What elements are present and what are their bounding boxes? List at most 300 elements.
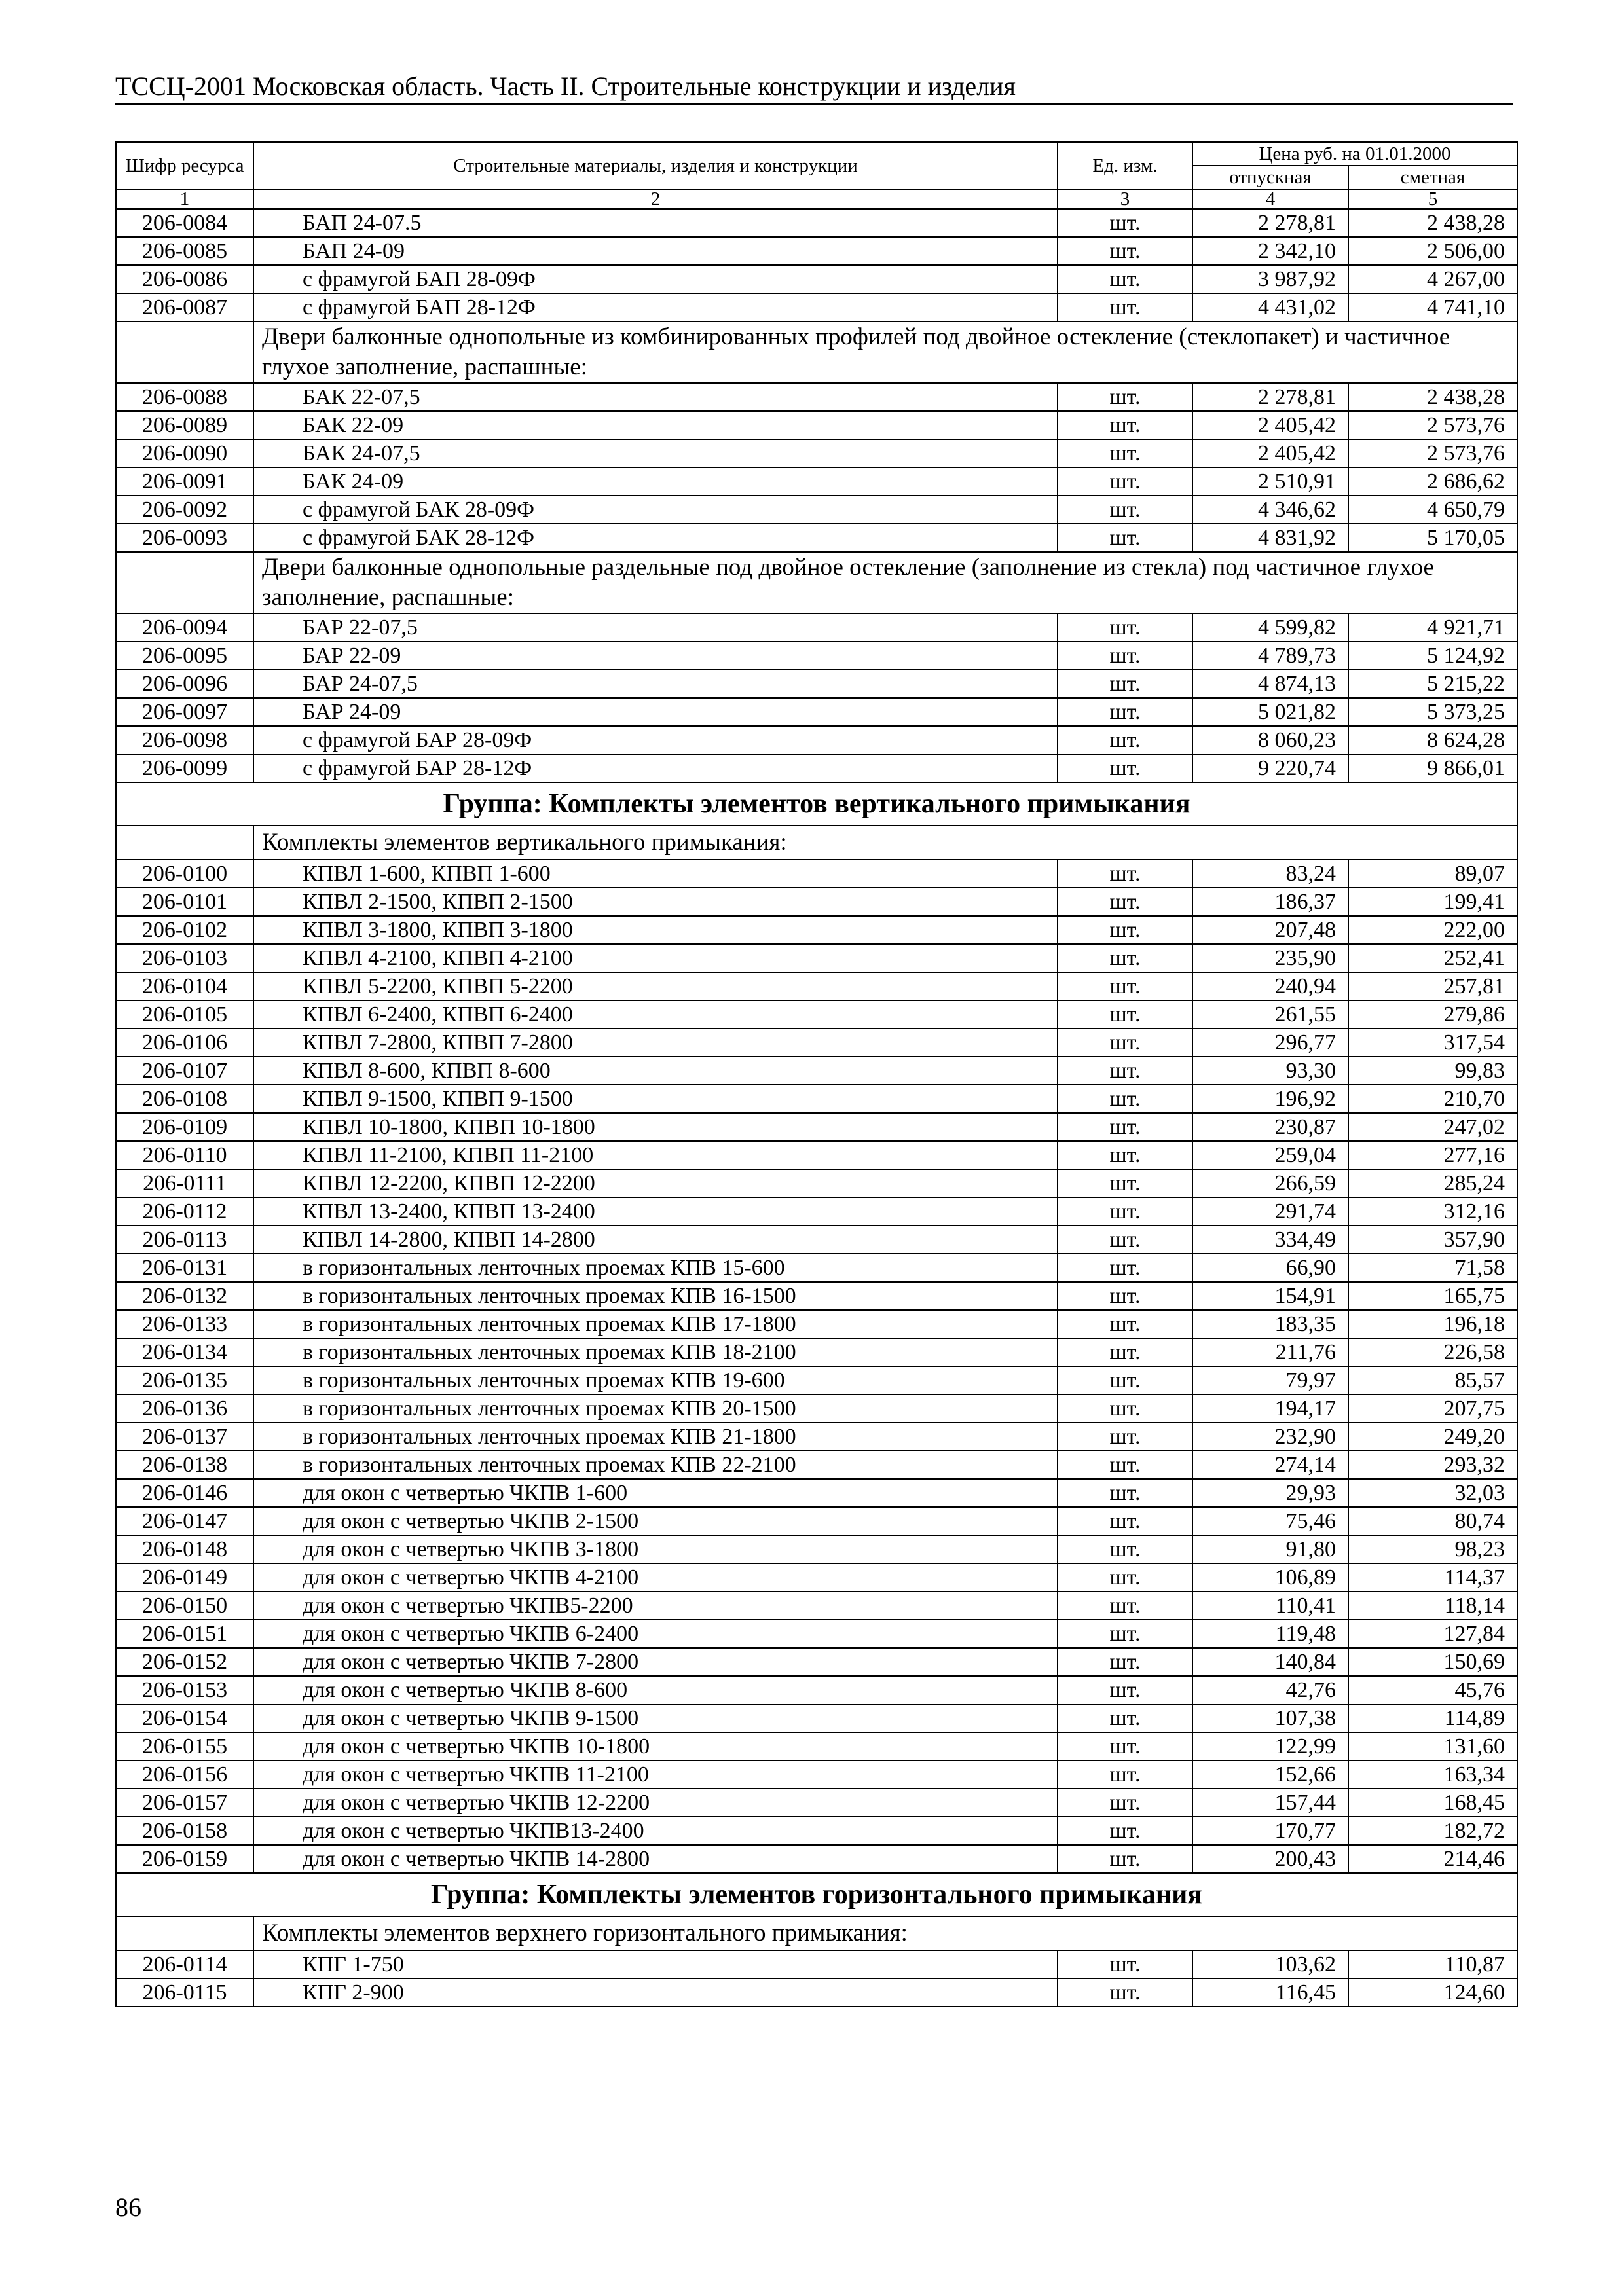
estimate-price: 9 866,01 xyxy=(1348,754,1517,782)
item-name: КПВЛ 11-2100, КПВП 11-2100 xyxy=(253,1141,1058,1169)
estimate-price: 210,70 xyxy=(1348,1085,1517,1113)
item-name: с фрамугой БАП 28-09Ф xyxy=(253,265,1058,293)
table-row xyxy=(116,613,1517,642)
release-price: 274,14 xyxy=(1192,1451,1348,1479)
item-name: для окон с четвертью ЧКПВ 7-2800 xyxy=(253,1648,1058,1676)
table-row xyxy=(116,1113,1517,1141)
resource-code: 206-0085 xyxy=(116,237,253,265)
resource-code: 206-0099 xyxy=(116,754,253,782)
unit: шт. xyxy=(1058,439,1192,467)
unit: шт. xyxy=(1058,1254,1192,1282)
release-price: 183,35 xyxy=(1192,1310,1348,1338)
resource-code: 206-0115 xyxy=(116,1978,253,2007)
item-name: КПВЛ 10-1800, КПВП 10-1800 xyxy=(253,1113,1058,1141)
empty-cell xyxy=(116,321,253,383)
item-name: КПВЛ 1-600, КПВП 1-600 xyxy=(253,860,1058,888)
item-name: БАР 24-09 xyxy=(253,698,1058,726)
unit: шт. xyxy=(1058,1978,1192,2007)
estimate-price: 4 741,10 xyxy=(1348,293,1517,321)
item-name: КПГ 2-900 xyxy=(253,1978,1058,2007)
table-row xyxy=(116,754,1517,782)
resource-code: 206-0136 xyxy=(116,1394,253,1423)
table-row xyxy=(116,1732,1517,1760)
item-name: с фрамугой БАК 28-09Ф xyxy=(253,496,1058,524)
unit: шт. xyxy=(1058,1563,1192,1592)
release-price: 186,37 xyxy=(1192,888,1348,916)
table-row xyxy=(116,1423,1517,1451)
resource-code: 206-0096 xyxy=(116,670,253,698)
estimate-price: 207,75 xyxy=(1348,1394,1517,1423)
resource-code: 206-0090 xyxy=(116,439,253,467)
item-name: для окон с четвертью ЧКПВ 11-2100 xyxy=(253,1760,1058,1789)
release-price: 207,48 xyxy=(1192,916,1348,944)
subsection-heading: Двери балконные однопольные из комбинированных профилей под двойное остекление (стеклопакет) и частичное глухое заполнение, распашные: xyxy=(253,321,1517,383)
table-row xyxy=(116,1451,1517,1479)
release-price: 110,41 xyxy=(1192,1592,1348,1620)
unit: шт. xyxy=(1058,860,1192,888)
table-row xyxy=(116,1394,1517,1423)
item-name: КПВЛ 6-2400, КПВП 6-2400 xyxy=(253,1000,1058,1029)
unit: шт. xyxy=(1058,1507,1192,1535)
table-row xyxy=(116,1978,1517,2007)
unit: шт. xyxy=(1058,888,1192,916)
unit: шт. xyxy=(1058,642,1192,670)
item-name: в горизонтальных ленточных проемах КПВ 19-600 xyxy=(253,1366,1058,1394)
item-name: БАР 22-09 xyxy=(253,642,1058,670)
subheading-row xyxy=(116,1916,1517,1950)
item-name: для окон с четвертью ЧКПВ 6-2400 xyxy=(253,1620,1058,1648)
resource-code: 206-0108 xyxy=(116,1085,253,1113)
estimate-price: 226,58 xyxy=(1348,1338,1517,1366)
item-name: КПВЛ 14-2800, КПВП 14-2800 xyxy=(253,1226,1058,1254)
unit: шт. xyxy=(1058,1620,1192,1648)
estimate-price: 2 438,28 xyxy=(1348,383,1517,411)
table-row xyxy=(116,209,1517,237)
release-price: 9 220,74 xyxy=(1192,754,1348,782)
table-row xyxy=(116,1620,1517,1648)
table-row xyxy=(116,1676,1517,1704)
table-row xyxy=(116,670,1517,698)
subheading-row xyxy=(116,552,1517,613)
resource-code: 206-0094 xyxy=(116,613,253,642)
resource-code: 206-0088 xyxy=(116,383,253,411)
estimate-price: 89,07 xyxy=(1348,860,1517,888)
resource-code: 206-0146 xyxy=(116,1479,253,1507)
release-price: 200,43 xyxy=(1192,1845,1348,1873)
release-price: 29,93 xyxy=(1192,1479,1348,1507)
resource-code: 206-0154 xyxy=(116,1704,253,1732)
item-name: для окон с четвертью ЧКПВ 10-1800 xyxy=(253,1732,1058,1760)
table-row xyxy=(116,888,1517,916)
resource-code: 206-0089 xyxy=(116,411,253,439)
estimate-price: 199,41 xyxy=(1348,888,1517,916)
release-price: 75,46 xyxy=(1192,1507,1348,1535)
unit: шт. xyxy=(1058,1226,1192,1254)
release-price: 79,97 xyxy=(1192,1366,1348,1394)
table-row xyxy=(116,1366,1517,1394)
table-row xyxy=(116,1817,1517,1845)
estimate-price: 277,16 xyxy=(1348,1141,1517,1169)
price-table xyxy=(115,141,1518,2007)
unit: шт. xyxy=(1058,383,1192,411)
item-name: БАК 24-09 xyxy=(253,467,1058,496)
estimate-price: 99,83 xyxy=(1348,1057,1517,1085)
header-price-estimate: сметная xyxy=(1348,166,1517,189)
table-row xyxy=(116,467,1517,496)
item-name: БАК 24-07,5 xyxy=(253,439,1058,467)
estimate-price: 249,20 xyxy=(1348,1423,1517,1451)
item-name: с фрамугой БАР 28-12Ф xyxy=(253,754,1058,782)
resource-code: 206-0106 xyxy=(116,1029,253,1057)
release-price: 91,80 xyxy=(1192,1535,1348,1563)
unit: шт. xyxy=(1058,1732,1192,1760)
resource-code: 206-0113 xyxy=(116,1226,253,1254)
estimate-price: 317,54 xyxy=(1348,1029,1517,1057)
item-name: в горизонтальных ленточных проемах КПВ 20-1500 xyxy=(253,1394,1058,1423)
item-name: БАР 24-07,5 xyxy=(253,670,1058,698)
item-name: КПВЛ 8-600, КПВП 8-600 xyxy=(253,1057,1058,1085)
estimate-price: 196,18 xyxy=(1348,1310,1517,1338)
column-number: 3 xyxy=(1058,189,1192,209)
table-row xyxy=(116,1310,1517,1338)
release-price: 116,45 xyxy=(1192,1978,1348,2007)
unit: шт. xyxy=(1058,1282,1192,1310)
estimate-price: 222,00 xyxy=(1348,916,1517,944)
item-name: КПВЛ 9-1500, КПВП 9-1500 xyxy=(253,1085,1058,1113)
table-row xyxy=(116,1029,1517,1057)
column-number: 5 xyxy=(1348,189,1517,209)
estimate-price: 168,45 xyxy=(1348,1789,1517,1817)
table-row xyxy=(116,439,1517,467)
release-price: 119,48 xyxy=(1192,1620,1348,1648)
unit: шт. xyxy=(1058,1535,1192,1563)
unit: шт. xyxy=(1058,1648,1192,1676)
table-row xyxy=(116,698,1517,726)
unit: шт. xyxy=(1058,293,1192,321)
estimate-price: 4 267,00 xyxy=(1348,265,1517,293)
table-row xyxy=(116,524,1517,552)
item-name: в горизонтальных ленточных проемах КПВ 15-600 xyxy=(253,1254,1058,1282)
estimate-price: 2 438,28 xyxy=(1348,209,1517,237)
estimate-price: 71,58 xyxy=(1348,1254,1517,1282)
item-name: для окон с четвертью ЧКПВ 9-1500 xyxy=(253,1704,1058,1732)
table-row xyxy=(116,726,1517,754)
release-price: 140,84 xyxy=(1192,1648,1348,1676)
resource-code: 206-0101 xyxy=(116,888,253,916)
item-name: для окон с четвертью ЧКПВ 12-2200 xyxy=(253,1789,1058,1817)
estimate-price: 293,32 xyxy=(1348,1451,1517,1479)
resource-code: 206-0092 xyxy=(116,496,253,524)
subsection-heading: Комплекты элементов верхнего горизонтального примыкания: xyxy=(253,1916,1517,1950)
item-name: для окон с четвертью ЧКПВ 8-600 xyxy=(253,1676,1058,1704)
release-price: 4 431,02 xyxy=(1192,293,1348,321)
release-price: 296,77 xyxy=(1192,1029,1348,1057)
item-name: в горизонтальных ленточных проемах КПВ 17-1800 xyxy=(253,1310,1058,1338)
column-number: 2 xyxy=(253,189,1058,209)
release-price: 4 599,82 xyxy=(1192,613,1348,642)
release-price: 259,04 xyxy=(1192,1141,1348,1169)
item-name: для окон с четвертью ЧКПВ 2-1500 xyxy=(253,1507,1058,1535)
release-price: 230,87 xyxy=(1192,1113,1348,1141)
release-price: 266,59 xyxy=(1192,1169,1348,1197)
table-row xyxy=(116,1592,1517,1620)
table-row xyxy=(116,411,1517,439)
release-price: 4 789,73 xyxy=(1192,642,1348,670)
unit: шт. xyxy=(1058,1085,1192,1113)
release-price: 240,94 xyxy=(1192,972,1348,1000)
unit: шт. xyxy=(1058,1394,1192,1423)
table-row xyxy=(116,293,1517,321)
resource-code: 206-0087 xyxy=(116,293,253,321)
estimate-price: 5 124,92 xyxy=(1348,642,1517,670)
release-price: 107,38 xyxy=(1192,1704,1348,1732)
table-row xyxy=(116,1648,1517,1676)
resource-code: 206-0107 xyxy=(116,1057,253,1085)
release-price: 152,66 xyxy=(1192,1760,1348,1789)
resource-code: 206-0093 xyxy=(116,524,253,552)
release-price: 93,30 xyxy=(1192,1057,1348,1085)
resource-code: 206-0114 xyxy=(116,1950,253,1978)
release-price: 2 278,81 xyxy=(1192,383,1348,411)
table-row xyxy=(116,1563,1517,1592)
table-row xyxy=(116,496,1517,524)
resource-code: 206-0097 xyxy=(116,698,253,726)
unit: шт. xyxy=(1058,1338,1192,1366)
resource-code: 206-0158 xyxy=(116,1817,253,1845)
item-name: КПВЛ 12-2200, КПВП 12-2200 xyxy=(253,1169,1058,1197)
unit: шт. xyxy=(1058,1592,1192,1620)
unit: шт. xyxy=(1058,524,1192,552)
estimate-price: 163,34 xyxy=(1348,1760,1517,1789)
estimate-price: 150,69 xyxy=(1348,1648,1517,1676)
table-row xyxy=(116,383,1517,411)
item-name: с фрамугой БАР 28-09Ф xyxy=(253,726,1058,754)
release-price: 103,62 xyxy=(1192,1950,1348,1978)
release-price: 261,55 xyxy=(1192,1000,1348,1029)
estimate-price: 247,02 xyxy=(1348,1113,1517,1141)
subsection-heading: Комплекты элементов вертикального примыкания: xyxy=(253,826,1517,860)
release-price: 106,89 xyxy=(1192,1563,1348,1592)
table-row xyxy=(116,1057,1517,1085)
item-name: для окон с четвертью ЧКПВ 4-2100 xyxy=(253,1563,1058,1592)
estimate-price: 80,74 xyxy=(1348,1507,1517,1535)
release-price: 2 342,10 xyxy=(1192,237,1348,265)
item-name: КПВЛ 3-1800, КПВП 3-1800 xyxy=(253,916,1058,944)
unit: шт. xyxy=(1058,1423,1192,1451)
resource-code: 206-0138 xyxy=(116,1451,253,1479)
table-row xyxy=(116,1845,1517,1873)
subheading-row xyxy=(116,826,1517,860)
estimate-price: 357,90 xyxy=(1348,1226,1517,1254)
item-name: КПВЛ 4-2100, КПВП 4-2100 xyxy=(253,944,1058,972)
unit: шт. xyxy=(1058,1366,1192,1394)
unit: шт. xyxy=(1058,1479,1192,1507)
group-heading: Группа: Комплекты элементов горизонтального примыкания xyxy=(116,1873,1517,1916)
estimate-price: 2 573,76 xyxy=(1348,411,1517,439)
release-price: 170,77 xyxy=(1192,1817,1348,1845)
unit: шт. xyxy=(1058,1000,1192,1029)
estimate-price: 165,75 xyxy=(1348,1282,1517,1310)
estimate-price: 4 650,79 xyxy=(1348,496,1517,524)
release-price: 66,90 xyxy=(1192,1254,1348,1282)
resource-code: 206-0104 xyxy=(116,972,253,1000)
release-price: 4 874,13 xyxy=(1192,670,1348,698)
table-body xyxy=(116,209,1517,2007)
unit: шт. xyxy=(1058,1113,1192,1141)
resource-code: 206-0133 xyxy=(116,1310,253,1338)
estimate-price: 32,03 xyxy=(1348,1479,1517,1507)
unit: шт. xyxy=(1058,1451,1192,1479)
table-row xyxy=(116,1479,1517,1507)
unit: шт. xyxy=(1058,1845,1192,1873)
release-price: 194,17 xyxy=(1192,1394,1348,1423)
unit: шт. xyxy=(1058,1760,1192,1789)
estimate-price: 5 373,25 xyxy=(1348,698,1517,726)
estimate-price: 127,84 xyxy=(1348,1620,1517,1648)
estimate-price: 4 921,71 xyxy=(1348,613,1517,642)
release-price: 83,24 xyxy=(1192,860,1348,888)
table-row xyxy=(116,944,1517,972)
unit: шт. xyxy=(1058,1057,1192,1085)
estimate-price: 98,23 xyxy=(1348,1535,1517,1563)
empty-cell xyxy=(116,1916,253,1950)
estimate-price: 279,86 xyxy=(1348,1000,1517,1029)
release-price: 157,44 xyxy=(1192,1789,1348,1817)
unit: шт. xyxy=(1058,698,1192,726)
unit: шт. xyxy=(1058,265,1192,293)
resource-code: 206-0102 xyxy=(116,916,253,944)
resource-code: 206-0137 xyxy=(116,1423,253,1451)
resource-code: 206-0151 xyxy=(116,1620,253,1648)
header-unit: Ед. изм. xyxy=(1058,142,1192,189)
table-row xyxy=(116,1704,1517,1732)
unit: шт. xyxy=(1058,944,1192,972)
table-row xyxy=(116,1197,1517,1226)
group-row xyxy=(116,1873,1517,1916)
release-price: 2 278,81 xyxy=(1192,209,1348,237)
item-name: для окон с четвертью ЧКПВ5-2200 xyxy=(253,1592,1058,1620)
item-name: БАП 24-07.5 xyxy=(253,209,1058,237)
item-name: в горизонтальных ленточных проемах КПВ 21-1800 xyxy=(253,1423,1058,1451)
item-name: КПВЛ 2-1500, КПВП 2-1500 xyxy=(253,888,1058,916)
unit: шт. xyxy=(1058,613,1192,642)
resource-code: 206-0111 xyxy=(116,1169,253,1197)
item-name: КПВЛ 5-2200, КПВП 5-2200 xyxy=(253,972,1058,1000)
estimate-price: 114,37 xyxy=(1348,1563,1517,1592)
resource-code: 206-0155 xyxy=(116,1732,253,1760)
resource-code: 206-0110 xyxy=(116,1141,253,1169)
item-name: БАК 22-07,5 xyxy=(253,383,1058,411)
header-price-release: отпускная xyxy=(1192,166,1348,189)
unit: шт. xyxy=(1058,1676,1192,1704)
resource-code: 206-0147 xyxy=(116,1507,253,1535)
estimate-price: 2 686,62 xyxy=(1348,467,1517,496)
estimate-price: 182,72 xyxy=(1348,1817,1517,1845)
page-header: ТССЦ-2001 Московская область. Часть II. Строительные конструкции и изделия xyxy=(115,71,1016,101)
release-price: 5 021,82 xyxy=(1192,698,1348,726)
empty-cell xyxy=(116,552,253,613)
resource-code: 206-0131 xyxy=(116,1254,253,1282)
subsection-heading: Двери балконные однопольные раздельные под двойное остекление (заполнение из стекла) под частичное глухое заполнение, распашные: xyxy=(253,552,1517,613)
table-row xyxy=(116,1535,1517,1563)
item-name: КПВЛ 13-2400, КПВП 13-2400 xyxy=(253,1197,1058,1226)
table-row xyxy=(116,1338,1517,1366)
item-name: БАК 22-09 xyxy=(253,411,1058,439)
item-name: с фрамугой БАП 28-12Ф xyxy=(253,293,1058,321)
table-row xyxy=(116,1000,1517,1029)
group-row xyxy=(116,782,1517,826)
estimate-price: 312,16 xyxy=(1348,1197,1517,1226)
release-price: 154,91 xyxy=(1192,1282,1348,1310)
item-name: для окон с четвертью ЧКПВ13-2400 xyxy=(253,1817,1058,1845)
unit: шт. xyxy=(1058,972,1192,1000)
estimate-price: 114,89 xyxy=(1348,1704,1517,1732)
estimate-price: 214,46 xyxy=(1348,1845,1517,1873)
table-row xyxy=(116,972,1517,1000)
resource-code: 206-0105 xyxy=(116,1000,253,1029)
estimate-price: 118,14 xyxy=(1348,1592,1517,1620)
table-row xyxy=(116,1141,1517,1169)
estimate-price: 131,60 xyxy=(1348,1732,1517,1760)
release-price: 334,49 xyxy=(1192,1226,1348,1254)
resource-code: 206-0098 xyxy=(116,726,253,754)
item-name: с фрамугой БАК 28-12Ф xyxy=(253,524,1058,552)
item-name: для окон с четвертью ЧКПВ 3-1800 xyxy=(253,1535,1058,1563)
header-name: Строительные материалы, изделия и конструкции xyxy=(253,142,1058,189)
table-row xyxy=(116,265,1517,293)
estimate-price: 2 506,00 xyxy=(1348,237,1517,265)
unit: шт. xyxy=(1058,1817,1192,1845)
unit: шт. xyxy=(1058,209,1192,237)
resource-code: 206-0159 xyxy=(116,1845,253,1873)
unit: шт. xyxy=(1058,237,1192,265)
resource-code: 206-0150 xyxy=(116,1592,253,1620)
resource-code: 206-0157 xyxy=(116,1789,253,1817)
header-code: Шифр ресурса xyxy=(116,142,253,189)
resource-code: 206-0153 xyxy=(116,1676,253,1704)
resource-code: 206-0100 xyxy=(116,860,253,888)
unit: шт. xyxy=(1058,1029,1192,1057)
release-price: 4 831,92 xyxy=(1192,524,1348,552)
unit: шт. xyxy=(1058,916,1192,944)
unit: шт. xyxy=(1058,1141,1192,1169)
column-number: 1 xyxy=(116,189,253,209)
table-row xyxy=(116,916,1517,944)
resource-code: 206-0134 xyxy=(116,1338,253,1366)
estimate-price: 5 215,22 xyxy=(1348,670,1517,698)
release-price: 8 060,23 xyxy=(1192,726,1348,754)
resource-code: 206-0135 xyxy=(116,1366,253,1394)
table-row xyxy=(116,1789,1517,1817)
unit: шт. xyxy=(1058,496,1192,524)
estimate-price: 124,60 xyxy=(1348,1978,1517,2007)
resource-code: 206-0103 xyxy=(116,944,253,972)
unit: шт. xyxy=(1058,1704,1192,1732)
release-price: 2 405,42 xyxy=(1192,411,1348,439)
table-row xyxy=(116,1760,1517,1789)
unit: шт. xyxy=(1058,754,1192,782)
item-name: БАП 24-09 xyxy=(253,237,1058,265)
item-name: в горизонтальных ленточных проемах КПВ 16-1500 xyxy=(253,1282,1058,1310)
unit: шт. xyxy=(1058,1310,1192,1338)
unit: шт. xyxy=(1058,1197,1192,1226)
unit: шт. xyxy=(1058,411,1192,439)
estimate-price: 257,81 xyxy=(1348,972,1517,1000)
table-row xyxy=(116,1254,1517,1282)
estimate-price: 85,57 xyxy=(1348,1366,1517,1394)
unit: шт. xyxy=(1058,726,1192,754)
unit: шт. xyxy=(1058,1789,1192,1817)
